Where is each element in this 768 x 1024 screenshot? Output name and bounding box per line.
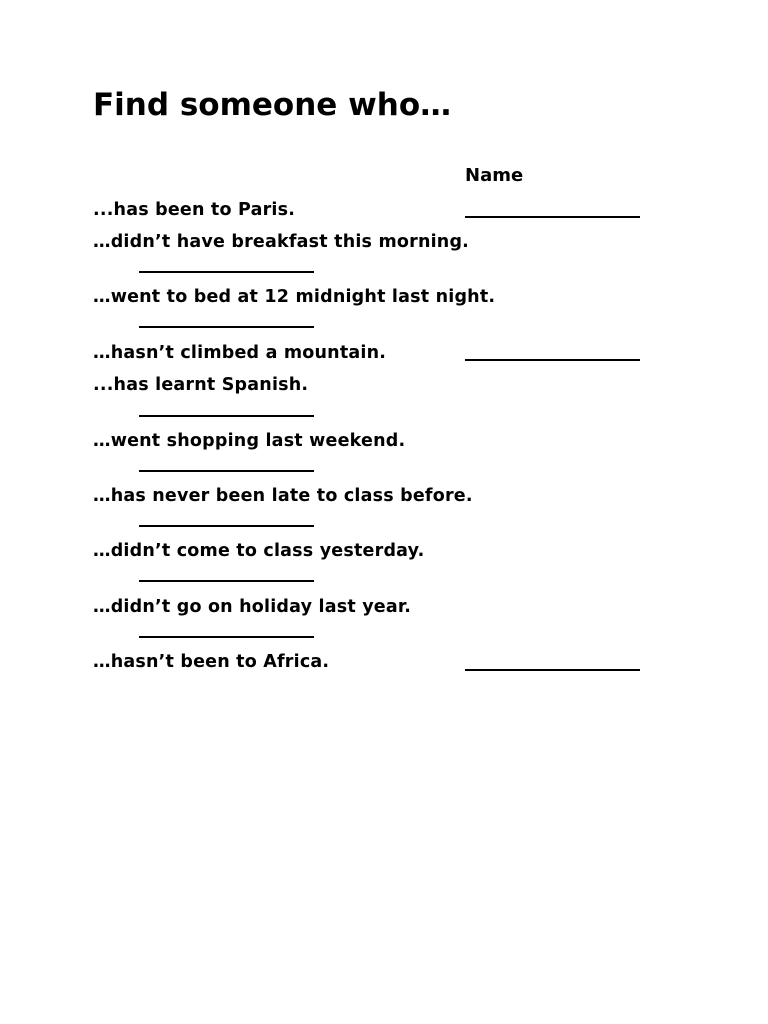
prompt-item: …didn’t go on holiday last year. [93, 597, 412, 617]
name-answer-line[interactable] [465, 669, 640, 671]
name-answer-line[interactable] [465, 216, 640, 218]
name-answer-line[interactable] [139, 580, 314, 582]
prompt-item: …has never been late to class before. [93, 486, 473, 506]
name-answer-line[interactable] [139, 415, 314, 417]
prompt-item: …went shopping last weekend. [93, 431, 406, 451]
prompt-item: ...has been to Paris. [93, 200, 296, 220]
prompt-item: ...has learnt Spanish. [93, 375, 309, 395]
page-title: Find someone who… [93, 87, 452, 123]
prompt-item: …didn’t have breakfast this morning. [93, 232, 470, 252]
name-answer-line[interactable] [139, 271, 314, 273]
prompt-item: …hasn’t been to Africa. [93, 652, 330, 672]
prompt-item: …hasn’t climbed a mountain. [93, 343, 387, 363]
name-answer-line[interactable] [465, 359, 640, 361]
name-answer-line[interactable] [139, 326, 314, 328]
name-answer-line[interactable] [139, 636, 314, 638]
name-answer-line[interactable] [139, 525, 314, 527]
name-column-header: Name [465, 165, 524, 186]
name-answer-line[interactable] [139, 470, 314, 472]
prompt-item: …went to bed at 12 midnight last night. [93, 287, 496, 307]
prompt-item: …didn’t come to class yesterday. [93, 541, 425, 561]
